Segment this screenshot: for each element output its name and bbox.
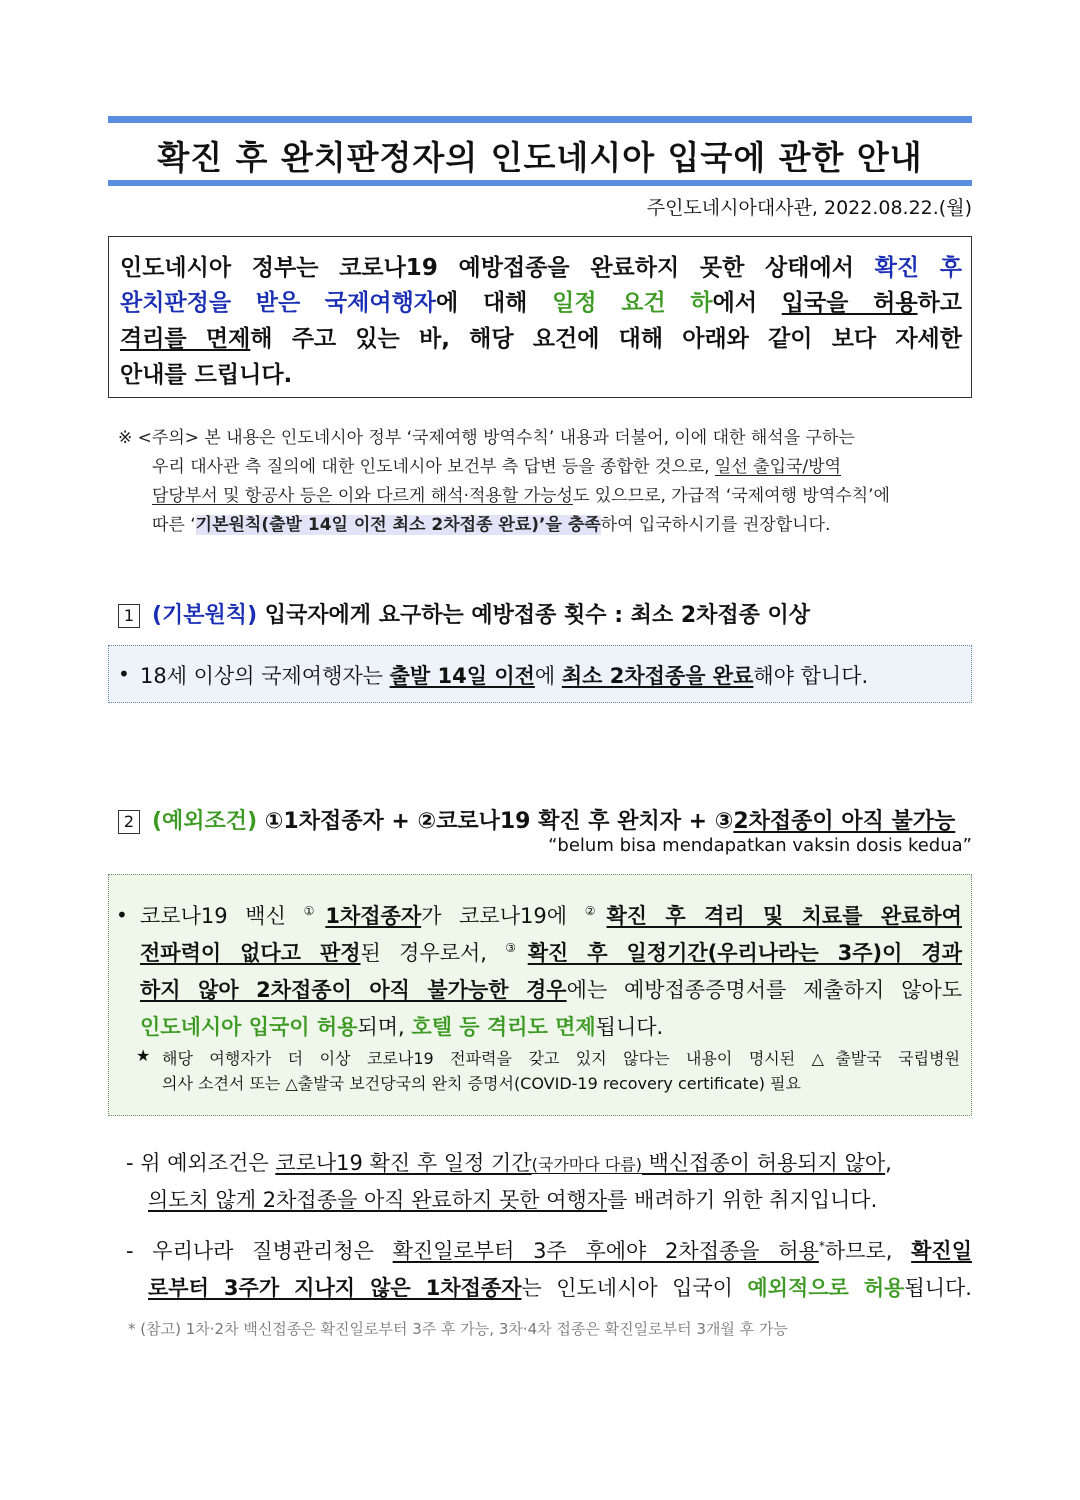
issue-date: 주인도네시아대사관, 2022.08.22.(월)	[646, 197, 972, 219]
intro-line-3: 격리를 면제해 주고 있는 바, 해당 요건에 대해 아래와 같이 보다 자세한	[120, 326, 962, 352]
section-2-para-line-1: 코로나19 백신 ①1차접종자가 코로나19에 ②확진 후 격리 및 치료를 완료하여	[140, 904, 962, 928]
section-2-note-line-1: 해당 여행자가 더 이상 코로나19 전파력을 갖고 있지 않다는 내용이 명시된 △출발국 국립병원	[162, 1049, 960, 1068]
star-icon: ★	[136, 1046, 151, 1065]
note-line-1: ※ <주의> 본 내용은 인도네시아 정부 ‘국제여행 방역수칙’ 내용과 더불어, 이에 대한 해석을 구하는	[118, 428, 855, 448]
section-2-number: 2	[118, 810, 140, 834]
note-line-3: 담당부서 및 항공사 등은 이와 다르게 해석·적용할 가능성도 있으므로, 가급적 ‘국제여행 방역수칙’에	[152, 486, 890, 506]
section-2-subtitle: “belum bisa mendapatkan vaksin dosis kedua”	[548, 835, 972, 856]
intro-line-1: 인도네시아 정부는 코로나19 예방접종을 완료하지 못한 상태에서 확진 후	[120, 255, 962, 281]
title-bottom-bar	[108, 180, 972, 186]
note-line-2: 우리 대사관 측 질의에 대한 인도네시아 보건부 측 답변 등을 종합한 것으로, 일선 출입국/방역	[152, 457, 842, 477]
section-2-para-line-2: 전파력이 없다고 판정된 경우로서, ③확진 후 일정기간(우리나라는 3주)이 경과	[140, 941, 962, 965]
bullet-icon: •	[118, 662, 130, 686]
section-2-heading: 2 (예외조건) ①1차접종자 + ②코로나19 확진 후 완치자 + ③2차접종이 아직 불가능	[118, 804, 955, 835]
bullet-icon: •	[116, 903, 128, 927]
intro-line-4: 안내를 드립니다.	[120, 362, 293, 388]
dash-para-2-line-1: - 우리나라 질병관리청은 확진일로부터 3주 후에야 2차접종을 허용*하므로, 확진일	[126, 1239, 972, 1263]
footnote: * (참고) 1차·2차 백신접종은 확진일로부터 3주 후 가능, 3차·4차 접종은 확진일로부터 3개월 후 가능	[128, 1320, 788, 1338]
dash-para-1-line-2: 의도치 않게 2차접종을 아직 완료하지 못한 여행자를 배려하기 위한 취지입니다.	[148, 1188, 878, 1212]
title-top-bar	[108, 116, 972, 123]
section-1-number: 1	[118, 604, 140, 628]
page-title: 확진 후 완치판정자의 인도네시아 입국에 관한 안내	[157, 138, 923, 177]
section-2-note-line-2: 의사 소견서 또는 △출발국 보건당국의 완치 증명서(COVID-19 recovery certificate) 필요	[162, 1074, 801, 1093]
dash-para-2-line-2: 로부터 3주가 지나지 않은 1차접종자는 인도네시아 입국이 예외적으로 허용됩니다.	[148, 1276, 972, 1300]
dash-para-1-line-1: - 위 예외조건은 코로나19 확진 후 일정 기간(국가마다 다름) 백신접종이 허용되지 않아,	[126, 1151, 892, 1175]
section-1-heading: 1 (기본원칙) 입국자에게 요구하는 예방접종 횟수 : 최소 2차접종 이상	[118, 598, 810, 629]
section-1-bullet-text: 18세 이상의 국제여행자는 출발 14일 이전에 최소 2차접종을 완료해야 합니다.	[140, 664, 869, 688]
section-2-para-line-4: 인도네시아 입국이 허용되며, 호텔 등 격리도 면제됩니다.	[140, 1015, 664, 1039]
note-line-4: 따른 ‘기본원칙(출발 14일 이전 최소 2차접종 완료)’을 충족하여 입국하시기를 권장합니다.	[152, 515, 831, 535]
section-2-para-line-3: 하지 않아 2차접종이 아직 불가능한 경우에는 예방접종증명서를 제출하지 않아도	[140, 978, 962, 1002]
intro-line-2: 완치판정을 받은 국제여행자에 대해 일정 요건 하에서 입국을 허용하고	[120, 290, 962, 316]
